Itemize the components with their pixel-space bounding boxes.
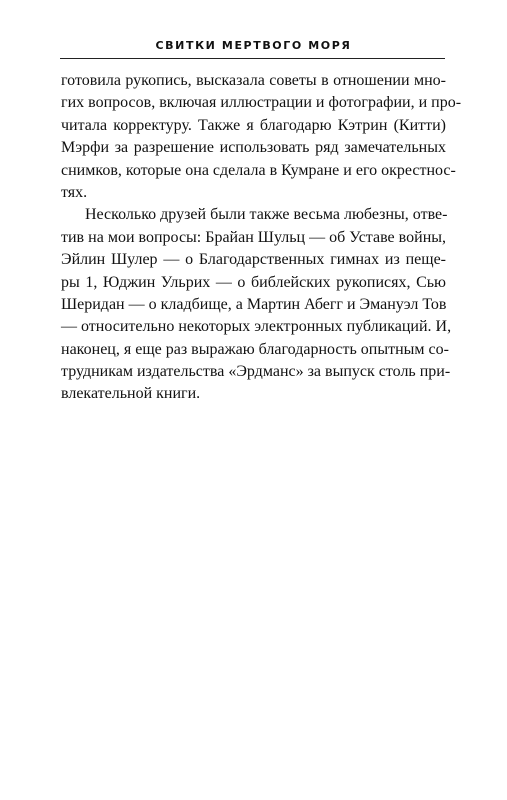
text-line: Несколько друзей были также весьма любезны, отве- <box>85 206 448 224</box>
text-line: тив на мои вопросы: Брайан Шульц — об Уставе войны, <box>61 228 446 246</box>
text-line: гих вопросов, включая иллюстрации и фотографии, и про- <box>61 94 462 112</box>
header-rule <box>60 58 445 59</box>
text-line: — относительно некоторых электронных публикаций. И, <box>61 318 452 336</box>
text-line: тях. <box>61 183 88 201</box>
text-line: читала корректуру. Также я благодарю Кэтрин (Китти) <box>61 116 446 134</box>
body-text <box>61 70 462 406</box>
text-line: ры 1, Юджин Ульрих — о библейских рукописях, Сью <box>61 273 446 291</box>
text-line: Эйлин Шулер — о Благодарственных гимнах из пеще- <box>61 251 446 269</box>
text-line: Мэрфи за разрешение использовать ряд замечательных <box>61 139 446 157</box>
text-line: наконец, я еще раз выражаю благодарность опытным со- <box>61 340 449 358</box>
paragraph <box>61 70 462 204</box>
text-line: трудникам издательства «Эрдманс» за выпуск столь при- <box>61 363 451 381</box>
running-head: СВИТКИ МЕРТВОГО МОРЯ <box>155 39 352 52</box>
paragraph <box>61 204 452 406</box>
text-line: влекательной книги. <box>61 385 201 403</box>
text-line: Шеридан — о кладбище, а Мартин Абегг и Эмануэл Тов <box>61 295 447 313</box>
text-line: снимков, которые она сделала в Кумране и его окрестнос- <box>61 161 456 179</box>
text-line: готовила рукопись, высказала советы в отношении мно- <box>61 72 446 89</box>
